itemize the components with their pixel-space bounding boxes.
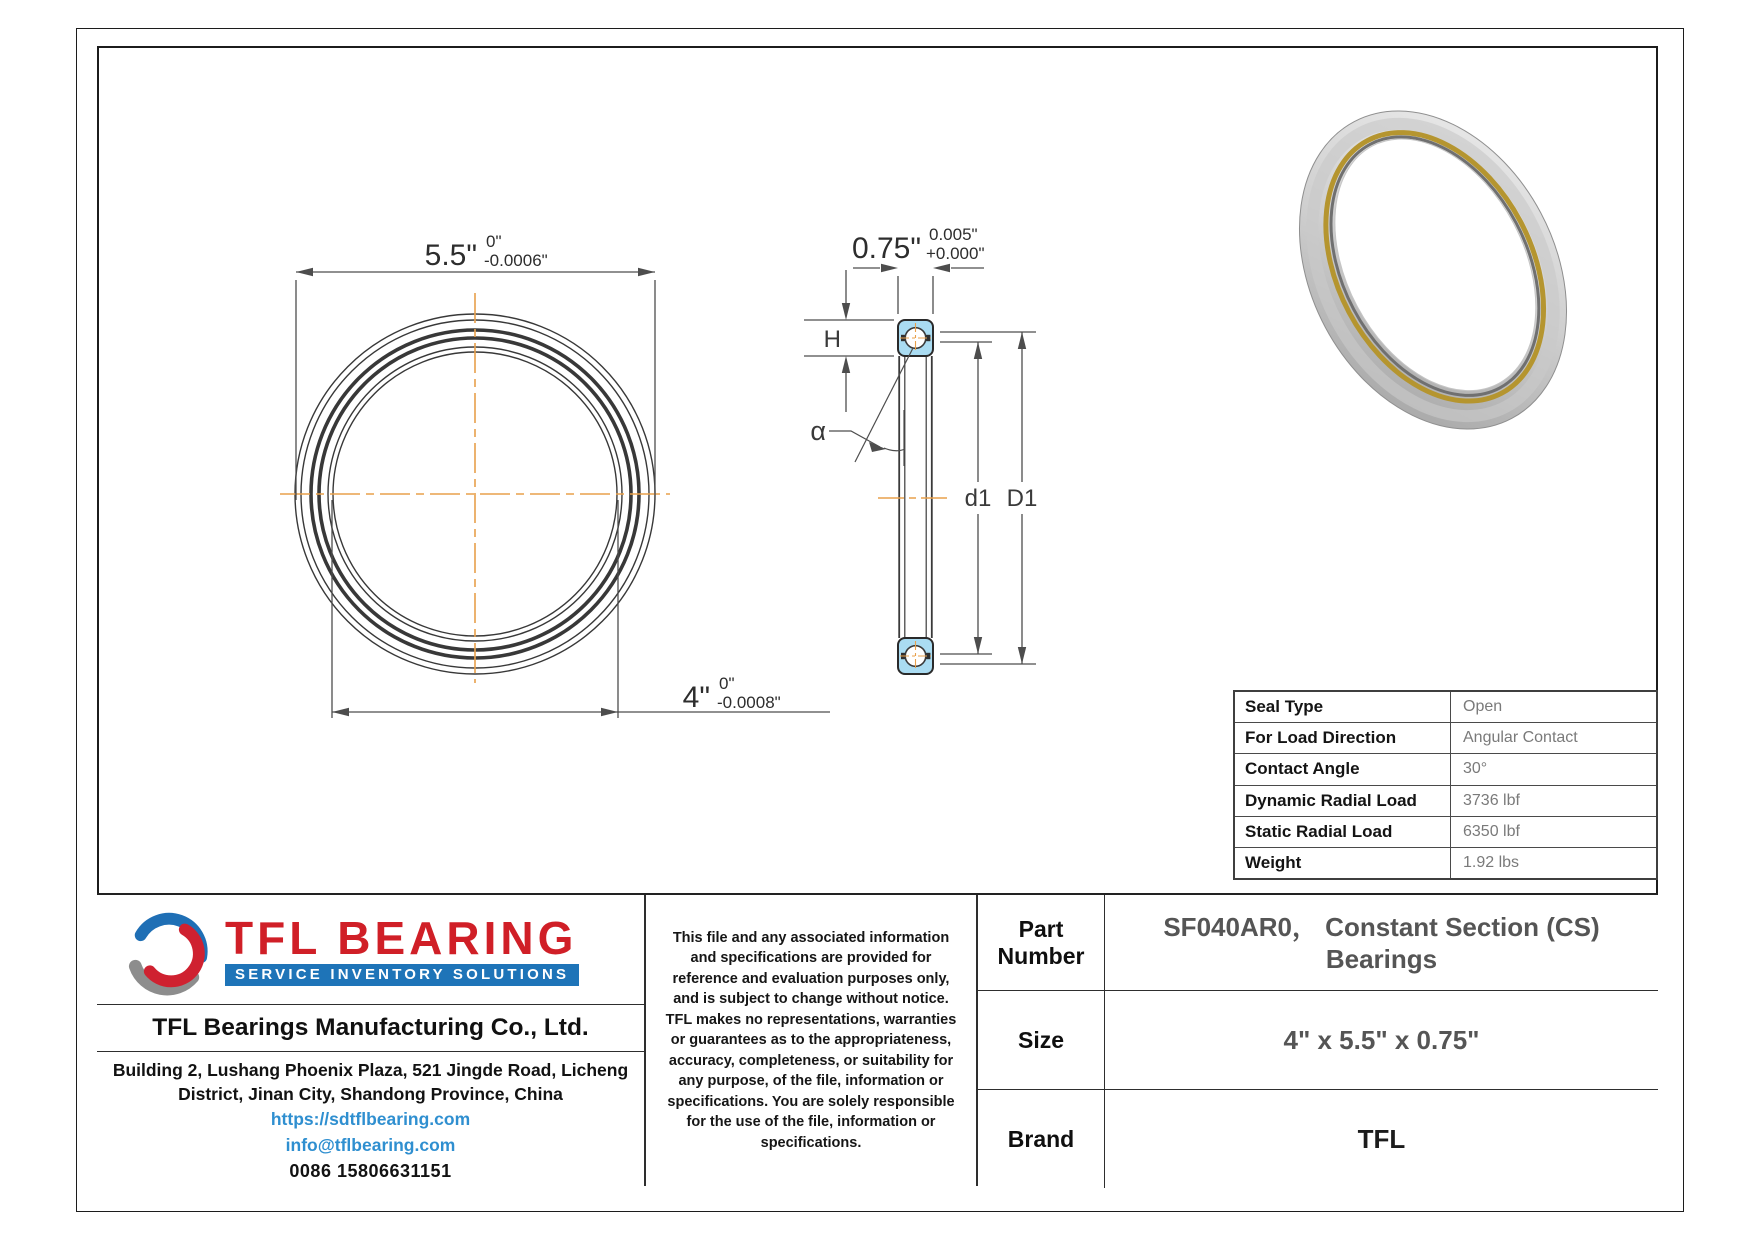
bore-dim-tol-top: 0" <box>719 674 735 693</box>
table-row <box>1235 785 1656 816</box>
spec-value: 30° <box>1463 760 1488 778</box>
field-label: Size <box>978 991 1105 1089</box>
phone-number: 0086 15806631151 <box>289 1161 452 1181</box>
label-alpha: α <box>810 416 826 446</box>
table-row <box>1235 753 1656 784</box>
field-row-brand <box>978 1089 1658 1188</box>
company-address <box>97 1052 644 1188</box>
bore-dim-tol-bottom: -0.0008" <box>717 693 781 712</box>
table-row <box>1235 816 1656 847</box>
logo-wordmark: TFL BEARING <box>225 912 578 964</box>
spec-label: Contact Angle <box>1235 754 1451 784</box>
table-row <box>1235 692 1656 722</box>
size-value: 4" x 5.5" x 0.75" <box>1283 1025 1480 1055</box>
brand-value: TFL <box>1357 1124 1406 1154</box>
title-block-fields <box>978 895 1658 1186</box>
email-link[interactable]: info@tflbearing.com <box>285 1135 456 1155</box>
width-dim-value: 0.75" <box>851 232 921 265</box>
spec-table <box>1233 690 1658 880</box>
company-logo <box>97 895 644 1005</box>
logo-text <box>225 912 579 986</box>
spec-value: Open <box>1463 698 1503 716</box>
address-line-1: Building 2, Lushang Phoenix Plaza, 521 Jingde Road, Licheng <box>112 1060 629 1080</box>
spec-label: Weight <box>1235 848 1451 878</box>
section-width-dimension <box>853 268 984 314</box>
spec-label: Dynamic Radial Load <box>1235 786 1451 816</box>
spec-value: 6350 lbf <box>1463 822 1520 840</box>
address-line-2: District, Jinan City, Shandong Province, China <box>178 1084 563 1104</box>
website-link[interactable]: https://sdtflbearing.com <box>270 1109 471 1129</box>
label-D1: D1 <box>1006 485 1038 512</box>
od-dim-tol-bottom: -0.0006" <box>484 251 548 270</box>
part-number-value: SF040AR0， Constant Section (CS) Bearings <box>1163 911 1600 974</box>
logo-swirl-icon <box>123 904 215 998</box>
spec-value: 3736 lbf <box>1463 791 1520 809</box>
disclaimer-text: This file and any associated information and specifications are provided for reference and evaluation purposes only, and is subject to change without notice. TFL makes no representations, warranties or guarantees as to the appropriateness, accuracy, completeness, or suitability for any purpose, of the file, information or specifications. You are solely responsible for the use of the file, information or specifications. <box>646 895 978 1186</box>
field-row-part-number <box>978 895 1658 990</box>
spec-value: Angular Contact <box>1463 729 1578 747</box>
table-row <box>1235 847 1656 878</box>
front-view <box>280 268 830 718</box>
width-dim-tol-bottom: +0.000" <box>926 244 985 263</box>
title-block <box>97 893 1658 1186</box>
front-view-centerlines <box>280 293 670 683</box>
field-label: Part Number <box>978 895 1105 990</box>
spec-label: For Load Direction <box>1235 723 1451 753</box>
table-row <box>1235 722 1656 753</box>
label-d1: d1 <box>964 485 992 512</box>
logo-tagline: SERVICE INVENTORY SOLUTIONS <box>225 964 579 986</box>
title-block-left <box>97 895 646 1186</box>
field-row-size <box>978 990 1658 1089</box>
company-name: TFL Bearings Manufacturing Co., Ltd. <box>97 1005 644 1052</box>
spec-label: Seal Type <box>1235 692 1451 722</box>
spec-value: 1.92 lbs <box>1463 853 1520 871</box>
height-dimension <box>804 270 894 412</box>
label-H: H <box>823 326 841 353</box>
od-dim-value: 5.5" <box>424 239 477 272</box>
bore-dim-value: 4" <box>682 681 710 714</box>
width-dim-tol-top: 0.005" <box>929 225 978 244</box>
field-label: Brand <box>978 1090 1105 1188</box>
spec-label: Static Radial Load <box>1235 817 1451 847</box>
od-dim-tol-top: 0" <box>486 232 502 251</box>
front-view-dimension-text <box>425 232 781 714</box>
section-centerlines <box>878 323 952 671</box>
bearing-3d-render <box>1246 64 1619 475</box>
